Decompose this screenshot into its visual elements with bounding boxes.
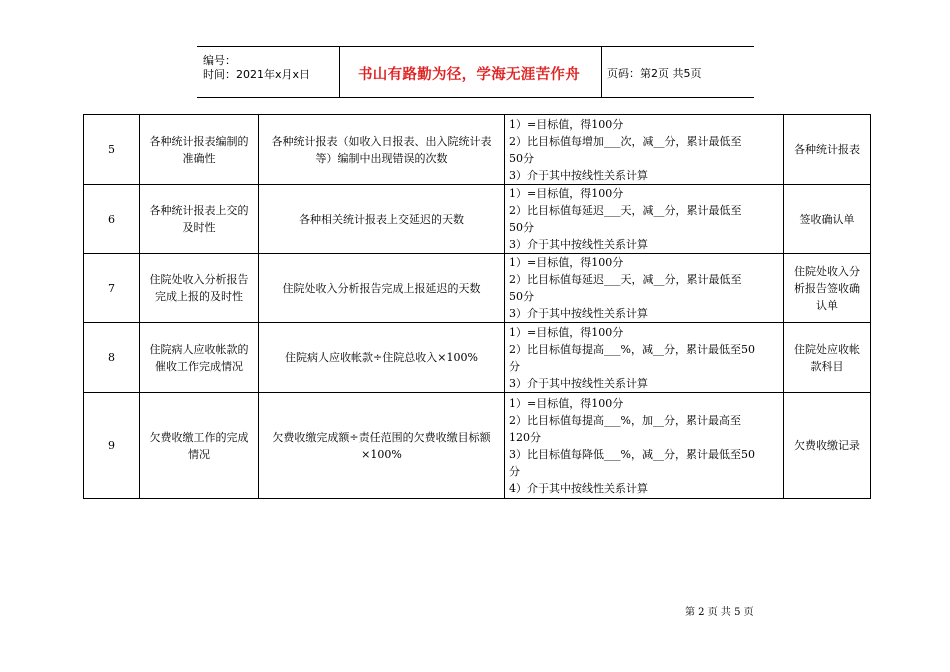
kpi-table bbox=[83, 114, 871, 499]
calculation-formula-line: 欠费收缴完成额÷责任范围的欠费收缴目标额 bbox=[272, 430, 491, 444]
scoring-rule bbox=[505, 254, 784, 323]
indicator-name-line: 各种统计报表上交的 bbox=[149, 204, 249, 217]
indicator-name-line: 及时性 bbox=[182, 221, 216, 234]
indicator-name bbox=[140, 185, 259, 254]
data-source-line: 析报告签收确 bbox=[794, 281, 860, 295]
motto: 书山有路勤为径，学海无涯苦作舟 bbox=[358, 67, 580, 83]
page-code: 页码：第2页 共5页 bbox=[607, 67, 702, 80]
indicator-name-line: 各种统计报表编制的 bbox=[149, 134, 249, 148]
indicator-name-line: 完成上报的及时性 bbox=[155, 290, 243, 303]
scoring-rule-line: 分 bbox=[509, 464, 520, 478]
row-number: 7 bbox=[84, 254, 140, 323]
scoring-rule-line: 3）比目标值每降低___%，减__分，累计最低至50 bbox=[509, 447, 755, 461]
number-label: 编号： bbox=[203, 54, 236, 67]
table-row bbox=[84, 323, 871, 393]
calculation-formula bbox=[259, 185, 505, 254]
data-source-line: 各种统计报表 bbox=[794, 143, 860, 156]
indicator-name-line: 住院处收入分析报告 bbox=[149, 273, 249, 286]
data-source-line: 认单 bbox=[816, 298, 838, 312]
table-row bbox=[84, 393, 871, 499]
scoring-rule-line: 3）介于其中按线性关系计算 bbox=[509, 168, 648, 182]
page-footer: 第 2 页 共 5 页 bbox=[685, 607, 754, 618]
scoring-rule-line: 3）介于其中按线性关系计算 bbox=[509, 307, 648, 320]
indicator-name-line: 欠费收缴工作的完成 bbox=[149, 430, 249, 444]
scoring-rule-line: 3）介于其中按线性关系计算 bbox=[509, 238, 648, 251]
header-motto-cell bbox=[339, 47, 799, 97]
scoring-rule-line: 4）介于其中按线性关系计算 bbox=[509, 481, 648, 495]
scoring-rule-line: 2）比目标值每提高___%，加__分，累计最高至 bbox=[509, 413, 741, 427]
scoring-rule-line: 2）比目标值每延迟___天，减__分，累计最低至 bbox=[509, 204, 742, 217]
calculation-formula-line: 各种相关统计报表上交延迟的天数 bbox=[299, 212, 464, 226]
scoring-rule-line: 1）=目标值，得100分 bbox=[509, 325, 624, 339]
scoring-rule-line: 120分 bbox=[509, 430, 541, 444]
row-number: 8 bbox=[84, 323, 140, 393]
calculation-formula bbox=[259, 115, 505, 185]
row-number: 6 bbox=[84, 185, 140, 254]
scoring-rule bbox=[505, 185, 784, 254]
data-source-line: 款科目 bbox=[810, 359, 844, 373]
scoring-rule-line: 分 bbox=[509, 359, 520, 373]
indicator-name bbox=[140, 115, 259, 185]
table-row bbox=[84, 185, 871, 254]
indicator-name-line: 催收工作完成情况 bbox=[155, 359, 243, 373]
calculation-formula-line: 住院处收入分析报告完成上报延迟的天数 bbox=[282, 281, 481, 295]
indicator-name bbox=[140, 393, 259, 499]
scoring-rule-line: 50分 bbox=[509, 221, 534, 234]
indicator-name-line: 情况 bbox=[188, 447, 210, 461]
data-source-line: 住院处应收帐 bbox=[794, 342, 860, 356]
indicator-name bbox=[140, 254, 259, 323]
scoring-rule-line: 2）比目标值每延迟___天，减__分，累计最低至 bbox=[509, 273, 742, 286]
calculation-formula bbox=[259, 323, 505, 393]
scoring-rule-line: 1）=目标值，得100分 bbox=[509, 256, 624, 269]
table-row bbox=[84, 254, 871, 323]
data-source-line: 欠费收缴记录 bbox=[794, 439, 860, 452]
time-label: 时间：2021年x月x日 bbox=[203, 68, 311, 81]
indicator-name-line: 准确性 bbox=[182, 151, 216, 165]
data-source bbox=[784, 254, 871, 323]
data-source-line: 住院处收入分 bbox=[794, 264, 860, 278]
scoring-rule-line: 2）比目标值每增加___次，减__分，累计最低至 bbox=[509, 134, 742, 148]
data-source bbox=[784, 115, 871, 185]
scoring-rule-line: 2）比目标值每提高___%，减__分，累计最低至50 bbox=[509, 342, 755, 356]
scoring-rule-line: 50分 bbox=[509, 151, 534, 165]
row-number: 5 bbox=[84, 115, 140, 185]
indicator-name-line: 住院病人应收帐款的 bbox=[149, 342, 249, 356]
data-source bbox=[784, 185, 871, 254]
header-bottom-rule bbox=[197, 97, 754, 98]
data-source bbox=[784, 393, 871, 499]
calculation-formula bbox=[259, 254, 505, 323]
row-number: 9 bbox=[84, 393, 140, 499]
header-meta bbox=[197, 47, 339, 97]
calculation-formula-line: ×100% bbox=[361, 447, 402, 461]
data-source-line: 签收确认单 bbox=[799, 212, 855, 226]
table-row bbox=[84, 115, 871, 185]
scoring-rule bbox=[505, 323, 784, 393]
scoring-rule-line: 1）=目标值，得100分 bbox=[509, 117, 624, 131]
scoring-rule-line: 50分 bbox=[509, 290, 534, 303]
scoring-rule-line: 1）=目标值，得100分 bbox=[509, 396, 624, 410]
page-header bbox=[197, 46, 754, 98]
scoring-rule-line: 1）=目标值，得100分 bbox=[509, 187, 624, 200]
header-divider-2 bbox=[601, 46, 602, 98]
indicator-name bbox=[140, 323, 259, 393]
scoring-rule bbox=[505, 393, 784, 499]
calculation-formula-line: 各种统计报表（如收入日报表、出入院统计表 bbox=[271, 134, 492, 148]
calculation-formula-line: 住院病人应收帐款÷住院总收入×100% bbox=[285, 351, 478, 364]
scoring-rule bbox=[505, 115, 784, 185]
data-source bbox=[784, 323, 871, 393]
scoring-rule-line: 3）介于其中按线性关系计算 bbox=[509, 376, 648, 390]
calculation-formula bbox=[259, 393, 505, 499]
calculation-formula-line: 等）编制中出现错误的次数 bbox=[315, 151, 448, 165]
